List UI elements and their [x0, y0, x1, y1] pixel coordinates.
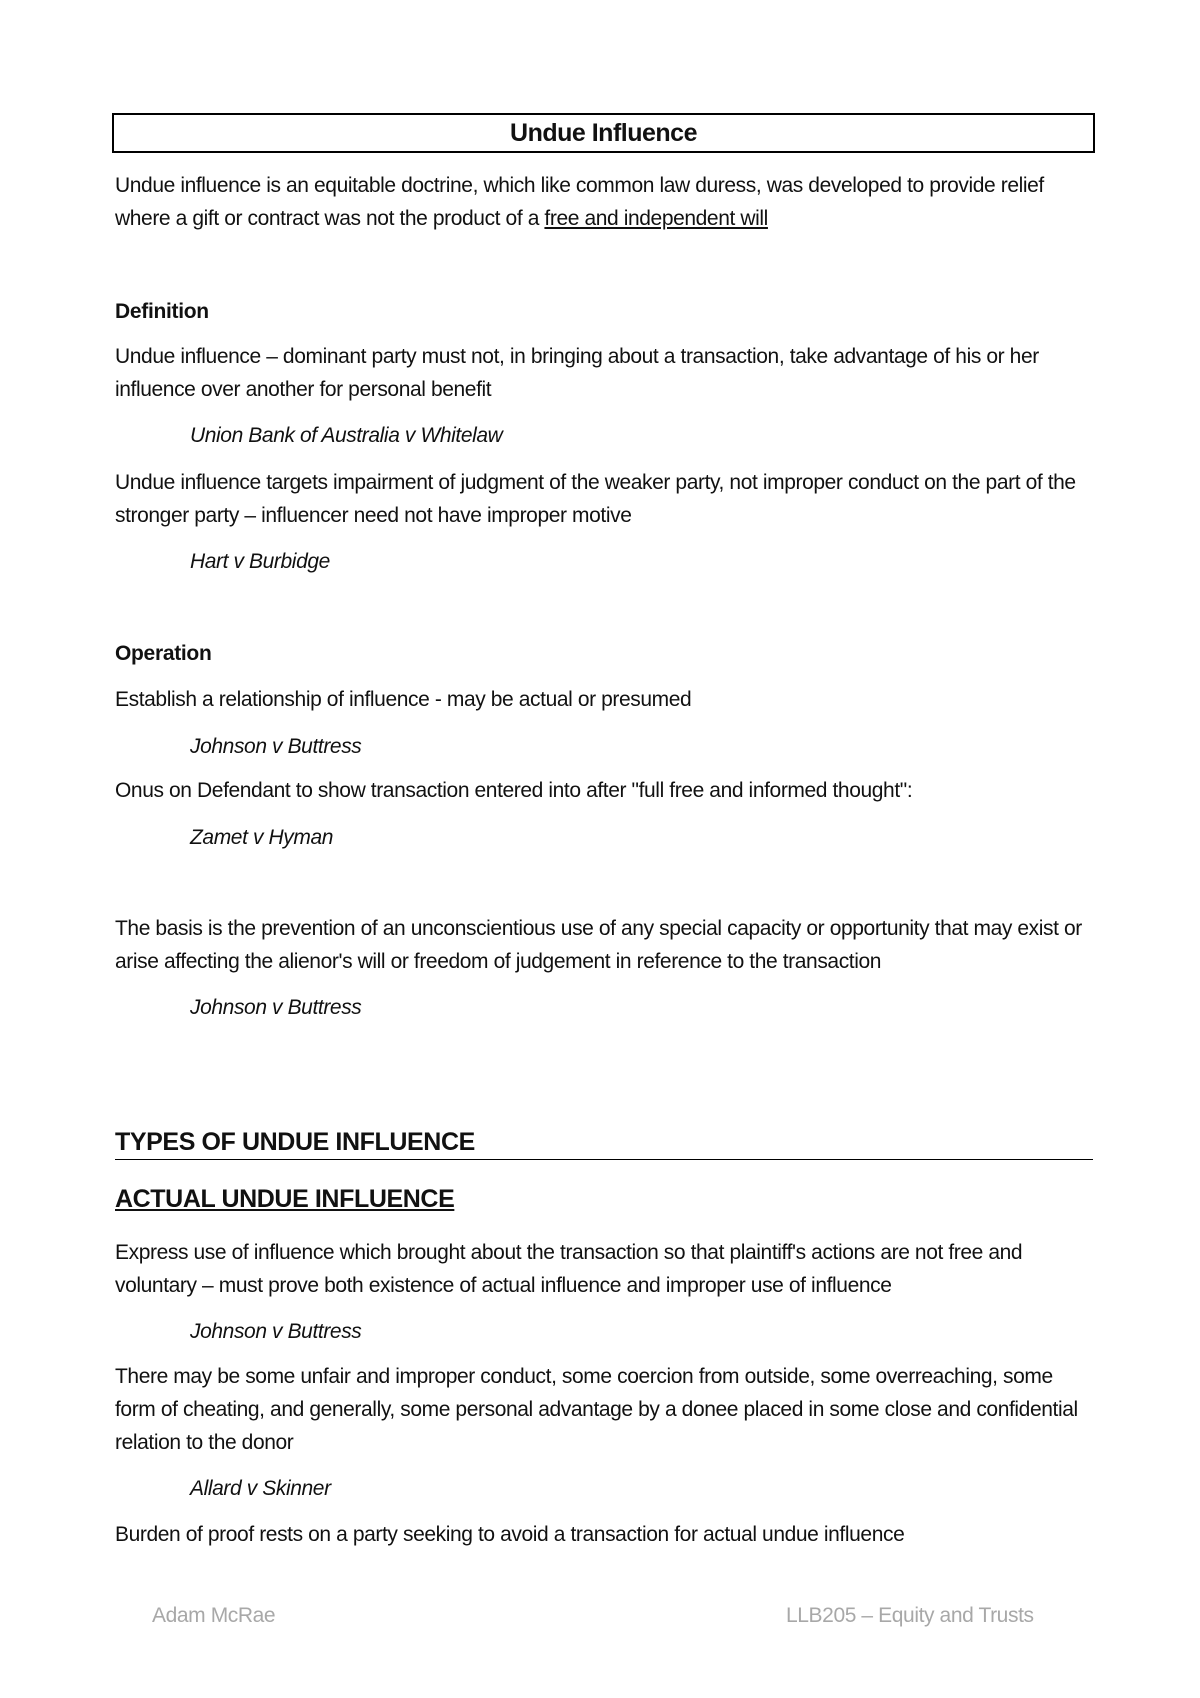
operation-paragraph-1: Establish a relationship of influence - may be actual or presumed: [115, 688, 692, 711]
intro-text: Undue influence is an equitable doctrine, which like common law duress, was developed to provide relief where a gift or contract was not the product of a: [115, 174, 1044, 230]
case-citation: Johnson v Buttress: [190, 996, 362, 1019]
operation-heading: Operation: [115, 642, 212, 665]
actual-undue-influence-heading: ACTUAL UNDUE INFLUENCE: [115, 1185, 455, 1213]
page-title: [112, 113, 1095, 153]
definition-paragraph-1: Undue influence – dominant party must not, in bringing about a transaction, take advantage of his or her influence over another for personal benefit: [115, 345, 1039, 401]
types-section-heading: TYPES OF UNDUE INFLUENCE: [115, 1128, 1093, 1160]
footer-course: LLB205 – Equity and Trusts: [786, 1604, 1034, 1627]
actual-paragraph-2: There may be some unfair and improper conduct, some coercion from outside, some overreaching, some form of cheating, and generally, some personal advantage by a donee placed in some close and confidential relation to the donor: [115, 1365, 1078, 1454]
definition-paragraph-2: Undue influence targets impairment of judgment of the weaker party, not improper conduct on the part of the stronger party – influencer need not have improper motive: [115, 471, 1076, 527]
footer-author: Adam McRae: [152, 1604, 276, 1627]
operation-paragraph-3: The basis is the prevention of an unconscientious use of any special capacity or opportunity that may exist or arise affecting the alienor's will or freedom of judgement in reference to the transaction: [115, 917, 1082, 973]
case-citation: Allard v Skinner: [190, 1477, 331, 1500]
operation-paragraph-2: Onus on Defendant to show transaction entered into after "full free and informed thought":: [115, 779, 913, 802]
actual-paragraph-1: Express use of influence which brought about the transaction so that plaintiff's actions are not free and voluntary – must prove both existence of actual influence and improper use of influence: [115, 1241, 1023, 1297]
case-citation: Johnson v Buttress: [190, 735, 362, 758]
actual-paragraph-3: Burden of proof rests on a party seeking to avoid a transaction for actual undue influence: [115, 1523, 905, 1546]
intro-paragraph: [115, 169, 1095, 235]
case-citation: Johnson v Buttress: [190, 1320, 362, 1343]
case-citation: Union Bank of Australia v Whitelaw: [190, 424, 503, 447]
case-citation: Zamet v Hyman: [190, 826, 333, 849]
intro-underlined-phrase: free and independent will: [544, 207, 768, 230]
page-title-text: Undue Influence: [510, 118, 697, 147]
case-citation: Hart v Burbidge: [190, 550, 330, 573]
definition-heading: Definition: [115, 300, 209, 323]
